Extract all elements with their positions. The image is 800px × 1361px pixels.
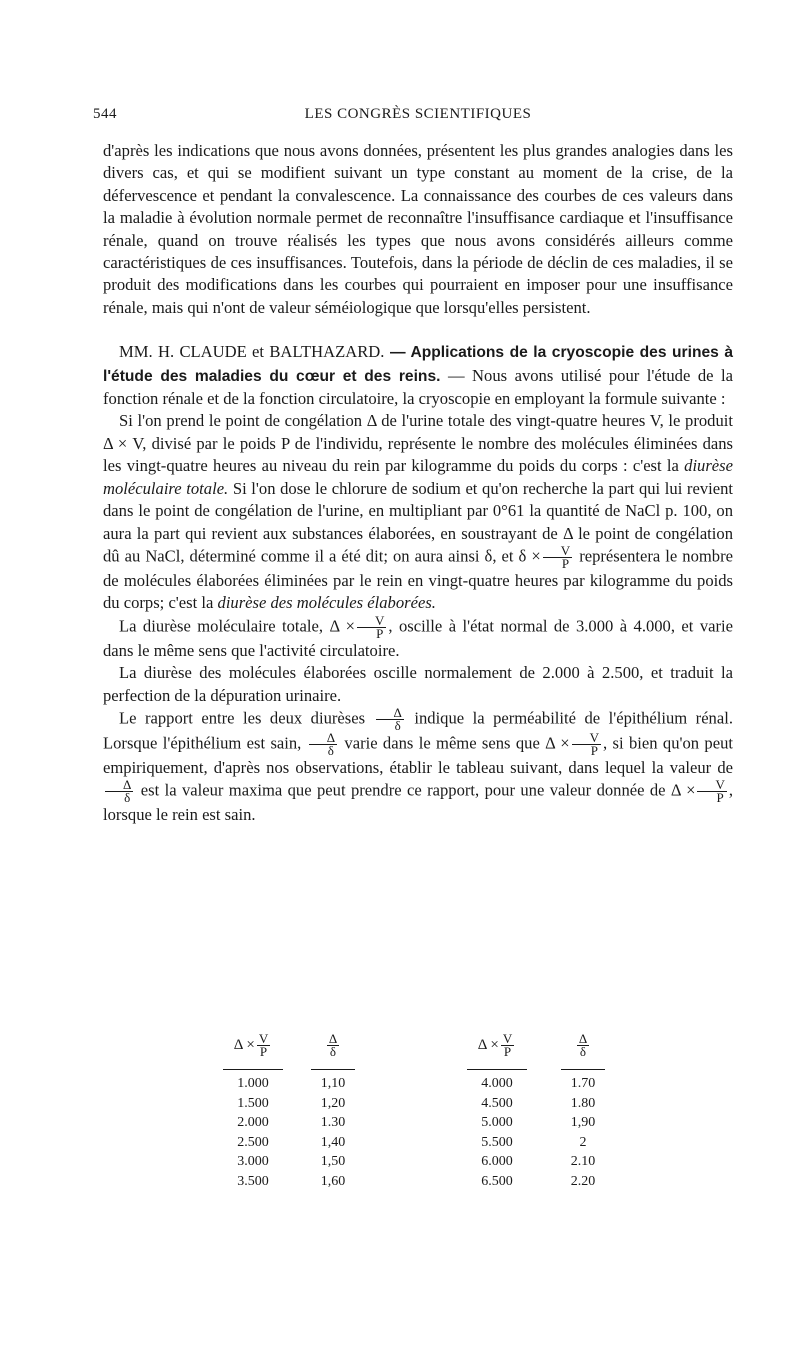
- body-text: [103, 140, 733, 827]
- section-dash: —: [384, 344, 411, 362]
- fraction-v-over-p: $\frac{V}{P}$: [572, 732, 601, 757]
- paragraph-section: [103, 341, 733, 410]
- table-col-left-ratio: $\frac{\Delta}{\delta}$ 1,10 1,20 1.30 1,40 1,50 1,60: [311, 1025, 355, 1191]
- fraction-delta-ratio: $\frac{\Delta}{\delta}$: [309, 732, 337, 757]
- paragraph-1: d'après les indications que nous avons données, présentent les plus grandes analogies dans les divers cas, et qui se modifient suivant un type constant au moment de la crise, de la défervescence et pendant la convalescence. La connaissance des courbes de ces valeurs dans la maladie à évolution normale permet de reconnaître l'insuffisance cardiaque et l'insuffisance rénale, quand on trouve réalisés les types que nous avons considérés ailleurs comme caractéristiques de ces insuffisances. Toutefois, dans la période de déclin de ces maladies, il se produit des modifications dans les courbes qui pourraient en imposer pour une insuffisance rénale, mais qui n'ont de valeur séméiologique que lorsqu'elles persistent.: [103, 141, 733, 317]
- fraction-v-over-p: $\frac{V}{P}$: [697, 779, 726, 804]
- authors: MM. H. CLAUDE et BALTHAZARD.: [119, 342, 385, 362]
- table-col-right-ratio: $\frac{\Delta}{\delta}$ 1.70 1.80 1,90 2 2.10 2.20: [561, 1025, 605, 1191]
- section-title: Applications de la cryoscopie des urines à l'étude des maladies du cœur et des reins.: [103, 344, 734, 385]
- paragraph-5: La diurèse des molécules élaborées oscille normalement de 2.000 à 2.500, et traduit la perfection de la dépuration urinaire.: [103, 663, 733, 705]
- table-col-left-dv: Δ × $\frac{V}{P}$ 1.000 1.500 2.000 2.500 3.000 3.500: [223, 1025, 283, 1191]
- fraction-v-over-p: $\frac{V}{P}$: [357, 615, 386, 640]
- page-number: 544: [93, 106, 117, 122]
- fraction-delta-ratio: $\frac{\Delta}{\delta}$: [105, 779, 133, 804]
- page-header: [93, 106, 733, 126]
- running-title: LES CONGRÈS SCIENTIFIQUES: [304, 106, 532, 122]
- paragraph-3: Si l'on prend le point de congélation Δ de l'urine totale des vingt-quatre heures V, le produit Δ × V, divisé par le poids P de l'individu, représente le nombre des molécules éliminées dans les vingt-quatre heures au niveau du rein par kilogramme du poids du corps : c'est la diurèse moléculaire totale. Si l'on dose le chlorure de sodium et qu'on recherche la part qui lui revient dans le point de congélation de l'urine, en multipliant par 0°61 la quantité de NaCl p. 100, on aura la part qui revient aux substances élaborées, en soustrayant de Δ le point de congélation dû au NaCl, déterminé comme il a été dit; on aura ainsi δ, et δ × $\frac{V}{P}$ représentera le nombre de molécules élaborées éliminées par le rein en vingt-quatre heures par kilogramme du poids du corps; c'est la diurèse des molécules élaborées.: [103, 411, 734, 613]
- paragraph-4: La diurèse moléculaire totale, Δ × $\frac{V}{P}$ , oscille à l'état normal de 3.000 à 4.000, et varie dans le même sens que l'activité circulatoire.: [103, 612, 733, 660]
- fraction-delta-ratio: $\frac{\Delta}{\delta}$: [376, 707, 404, 732]
- section-intro: — Nous avons utilisé pour l'étude de la fonction rénale et de la fonction circulatoire, la cryoscopie en employant la formule suivante :: [103, 365, 733, 409]
- table-col-right-dv: Δ × $\frac{V}{P}$ 4.000 4.500 5.000 5.500 6.000 6.500: [467, 1025, 527, 1191]
- ratio-table: [103, 1025, 733, 1195]
- paragraph-6: Le rapport entre les deux diurèses $\frac{\Delta}{\delta}$ indique la perméabilité de l'épithélium rénal. Lorsque l'épithélium est sain, $\frac{\Delta}{\delta}$ varie dans le même sens que Δ × $\frac{V}{P}$ , si bien qu'on peut empiriquement, d'après nos observations, établir le tableau suivant, dans lequel la valeur de $\frac{\Delta}{\delta}$ est la valeur maxima que peut prendre ce rapport, pour une valeur donnée de Δ × $\frac{V}{P}$ , lorsque le rein est sain.: [103, 704, 733, 825]
- fraction-v-over-p: $\frac{V}{P}$: [543, 545, 572, 570]
